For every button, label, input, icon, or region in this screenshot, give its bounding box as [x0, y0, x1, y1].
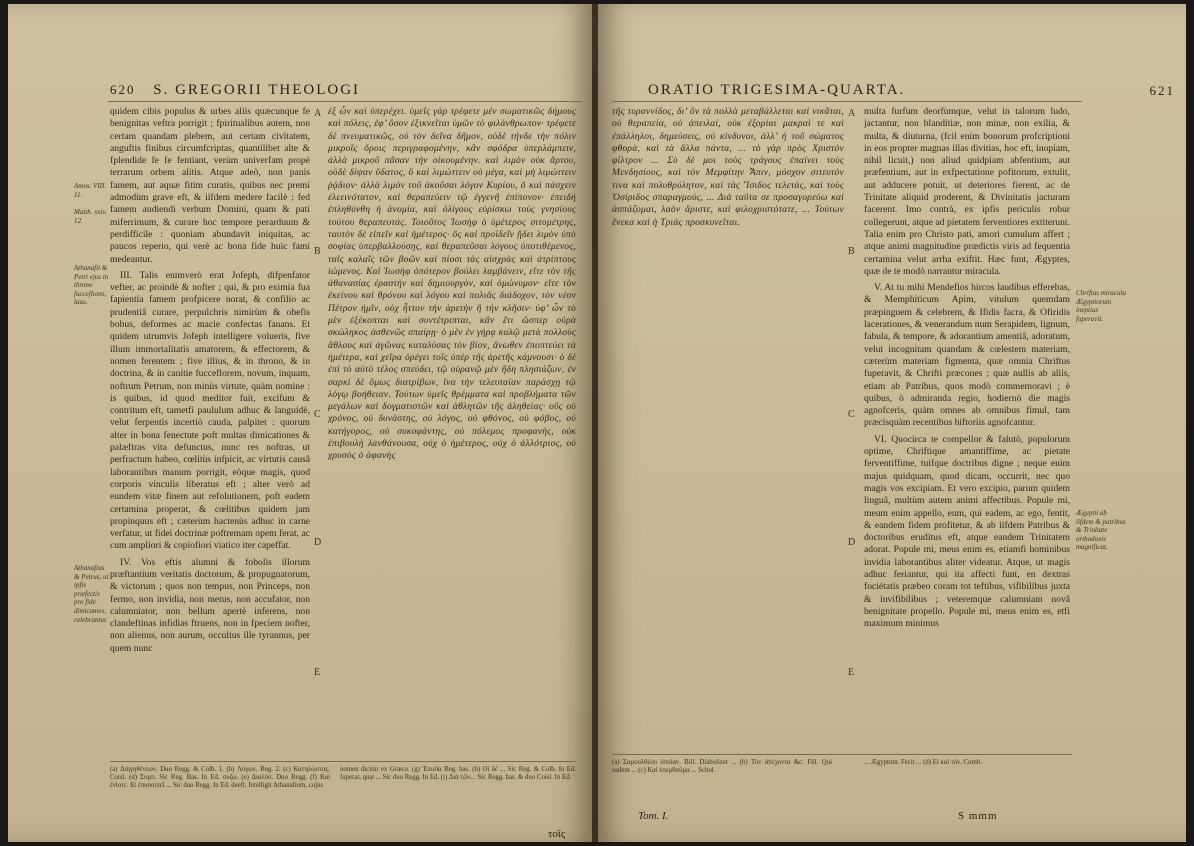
right-head-title: ORATIO TRIGESIMA-QUARTA. — [648, 82, 906, 98]
margin-note-4: Athanafius & Petrus, ut ipfis præfectis pro fide dimicantes, celebrantur. — [74, 564, 109, 624]
right-greek-column — [612, 106, 844, 746]
side-letter-d: D — [314, 537, 322, 548]
right-latin-paragraph-3: VI. Quocirca te compellor & falutò, populorum optime, Chriftique amantiffime, ac pietate ferventiffime, tuifque doctribus digne ; neque enim majus quidquam, quod dicam, occurrit, nec quo magis vos excipiam. Et vero excipio, parum quidem linguâ, multùm autem animi affectibus. Popule mi, meum enim appello, eum, qui eadem, ac ego, fentit, & eandem fidem profitetur, & ab iifdem Patribus & doctoribus eruditus eft, atque eandem Trinitatem adorat. Popule mi, meus enim es, etiamfi hominibus invidia laborantibus aliter videatur. Atque, ut magis adhuc feriantur, qui ita affecti funt, en dextras fociétatis præbeo coram tot teftibus, vifibilibus juxta & invifibilibus ; veteremque calumniam novâ benignitate propello. Popule mi, meus enim es, etfi maximum minimus — [864, 433, 1070, 630]
left-running-head — [110, 82, 360, 99]
right-latin-paragraph-1: multa furfum deorfùmque, velut in talorum ludo, jactantur, non blanditiæ, non minæ, non exilia, & multa, & diuturna, (fcil enim bonorum profcriptioni in eos propter magnas illas divitias, hoc eft, inopiam, nihil licuit,) non aliud quidpiam abfentium, aut præfentium, aut in exfpectatione pofitorum, extulit, aut adducere potuit, ut deteriores fierent, ac de Trinitate aliquid proderent, & Divinitatis jacturam facerent. Imo contrà, ex ipfis periculis robur collegerunt, atque ad pietatem ferventiores extiterunt. Talia enim pro Christo pati, amori cumulum affert ; atque animi magnitudine prædictis viris ad fequentia certamina velut arrha exiftit. Hæc funt, Ægyptes, quæ de te modò narrantur miracula. — [864, 106, 1070, 277]
left-page-number: 620 — [110, 82, 136, 97]
right-side-letter-e: E — [848, 667, 855, 678]
tome-label: Tom. I. — [638, 810, 669, 822]
left-footnotes-b: nomen dicitur ex Græco. (g) Ἐπισῖα Reg. bas. (h) Οἱ δὲ ... Sic Reg. & Colb. In Ed. fuperat, quæ ... Sic duo Regg. In Ed. (i) Διὰ τῶν... Sic Regg. bas. & duo Coisl. In Ed. — [340, 766, 576, 782]
head-rule-right — [612, 101, 1082, 102]
right-page-number: 621 — [1149, 83, 1175, 98]
right-latin-paragraph-2: V. At tu mihi Mendefios hircos laudibus efferebas, & Memphiticum Apim, vitulum quemdam præpinguem & celebrem, & Ifidis facra, & Ofiridis lacerationes, & venerandum num Serapidem, lignum, fabula, & tempore, & adorantium amentiâ, adoratum, velut incognitam quandam & cœlestem materiam, cæterùm materiam figmenta, quæ omnia Chriftus fuperavit, & Chrifti præcones ; quæ nullis ab aliis, etiam ab Patribus, quos modò commemoravi ; è quibus, ò admiranda regio, hodiernò die magis agnofceris, quàm omnes ab omnibus fimul, tam præcisquàm recentibus hiftoriis agnofcantur. — [864, 282, 1070, 429]
right-running-head — [636, 82, 1181, 99]
left-greek-column — [328, 106, 576, 756]
right-latin-column — [864, 106, 1070, 746]
footnote-rule-right — [612, 754, 1072, 755]
latin-paragraph-3: IV. Vos eftis alumni & fobolis illorum præftantium veritatis doctorum, & propugnatorum, & victorum ; quos non tempus, non Princeps, non fermo, non invidia, non metus, non accufator, non calumniator, non bellum apertè inferens, non clandeftinas infidias ftruens, non in fpeciem nofter, non alienus, non aurum, occultus ille tyrannus, per quem nunc — [110, 556, 310, 654]
right-footnotes-b: ... Ægyptum. Fecit ... (d) Ei καὶ τὸν. Comb. — [864, 759, 982, 766]
left-head-title: S. GREGORII THEOLOGI — [153, 82, 361, 98]
footnote-rule — [110, 761, 576, 762]
margin-note-3: Athanafii & Petri ejus in throno fucceflions, laus. — [74, 264, 109, 307]
latin-paragraph-1: quidem cibis populus & urbes aliis quæcunque fe benignitas veftra porrigit ; fpiritualibus autem, non certam quandam plebem, aut certam civitatem, anguftis finibus circumfcriptas, quantilibet alte & fplendide fe fe fentiant, verùm univerfam propè terrarum orbem alitis. Atque adeò, non panis famem, aut aquæ fitim curatis, quibus nec premi admodùm grave eft, & iifdem medere facilè ; fed famem audiendi verbum Domini, quam & pati miferrimum, & curare hoc tempore perarduum & perdifficile : quoniam abundavit iniquitas, ac paucos reperio, qui verè ac bona fide huic fami medeantur. — [110, 106, 310, 265]
left-latin-column — [110, 106, 310, 756]
right-margin-note-2: Ægyptii ab iifdem & patribus & Trinitate orthodoxis magnificat. — [1076, 509, 1126, 552]
greek-text: ἐξ ὧν καὶ ὑπερέχει. ὑμεῖς γὰρ τρέφετε μὲν σωματικῶς δήμους καὶ πόλεις, ἐφ’ ὅσον ἐξικνεῖται ὑμῶν τὸ φιλάνθρωπον· τρέφετε δὲ πνευματικῶς, οὐ τὸν δεῖνα δῆμον, οὐδὲ τήνδε τὴν πόλιν μικροῖς ὅροις περιγραφομένην, κἂν σφόδρα ὑπερλάμπειν, ἀλλὰ μικροῦ πᾶσαν τὴν οἰκουμένην. καὶ λιμὸν οὐκ ἄρτου, οὐδὲ δίψαν ὕδατος, ὃ καὶ λιμώττειν οὐ μέγα, καὶ μὴ λιμώττειν ῥᾴδιον· ἀλλὰ λιμὸν τοῦ ἀκοῦσαι λόγον Κυρίου, ὃ καὶ πάσχειν ἐλεεινότατον, καὶ θεραπεύειν τῷ ἐγγενῆ ἐπίπονον· ἐπειδὴ ἐπληθύνθη ἡ ἀνομία, καὶ ὀλίγους εὑρίσκω τοὺς γνησίους τούτου θεραπευτάς. Τοιοῦτος Ἰωσὴφ ὁ ὑμέτερος σιτομέτρης, ταυτὸν δὲ εἰπεῖν καὶ ἡμέτερος· ὃς καὶ προϊδεῖν ᾔδει λιμὸν ὑπὸ σοφίας ὑπερβαλλούσης, καὶ θεραπεῦσαι λόγους ὑποτιθέμενος, ταῖς καλαῖς τῶν βοῶν καὶ πίοσι τὰς αἰσχρὰς καὶ ἀτρίπτους ἰώμενος. Καὶ Ἰωσὴφ ὁπότερον βούλει λαμβάνειν, εἴτε τὸν τῆς ἀθανασίας ἐραστὴν καὶ δημιουργὸν, καὶ ὁμώνυμον· εἴτε τὸν ἐκείνου καὶ θρόνου καὶ λόγου καὶ πολιᾶς διάδοχον, τὸν νέον Πέτρον ἡμῖν, οὐχ ἧττον τὴν ἀρετὴν ἢ τὴν κλῆσιν· ὑφ’ ὧν τὸ μὲν ἐξέκοπται καὶ συντέτριπται, κἂν ἔτι ὥσπερ οὐρὰ σκώληκος ἀσθενῶς σπαίρῃ· ὁ μὲν ἐν γήρᾳ καλῷ μετὰ πολλοὺς ἄθλους καὶ ἀγῶνας καταλύσας τὸν βίον, ἄνωθεν ἐποπτεύει τὰ ἡμέτερα, καὶ χεῖρα ὀρέγει τοῖς ὑπὲρ τῆς ἀρετῆς κάμνουσι· ὁ δὲ ἐπὶ τὸ αὐτὸ τέλος σπεύδει, τῷ οὐρανῷ μὲν ἤδη πλησιάζων, ἐν σαρκὶ δὲ ὅμως διατρίβων, ἵνα τὴν τελευταίαν παράσχῃ τῷ λόγῳ βοήθειαν. Τούτων ὑμεῖς θρέμματα καὶ προβλήματα τῶν μεγάλων καὶ δογματιστῶν καὶ ἀθλητῶν τῆς ἀληθείας· οὓς οὐ χρόνος, οὐ δυνάστης, οὐ λόγος, οὐ φθόνος, οὐ φόβος, οὐ κατήγορος, οὐ συκοφάντης, οὐ πόλεμος προφανὴς, οὐκ ἐπιβουλὴ λανθάνουσα, οὐχ ὁ ἡμέτερος, οὐχ ὁ ἀλλότριος, οὐ χρυσὸς ὁ ἀφανὴς — [328, 106, 576, 462]
side-letter-c: C — [314, 409, 321, 420]
left-page — [8, 4, 593, 842]
book-spread — [8, 4, 1186, 842]
right-page — [598, 4, 1186, 842]
right-side-letter-c: C — [848, 409, 855, 420]
side-letter-a: A — [314, 108, 322, 119]
margin-note-2: Matth. xxiv. 12. — [74, 208, 107, 225]
latin-paragraph-2: III. Talis enimverò erat Jofeph, difpenfator vefter, ac proindè & nofter ; qui, & pro eximia fua fapientia famem profpicere norat, & confilio ac prudentiâ curare, perpulchris nimirùm & obefis bobus, deformes ac macie confectas fanans. Et quidem utrumvis Jofeph intelligere volueris, five illum immortalitatis amatorem, & effectorem, & nomen ferentem ; five illius, & in throno, & in doctrina, & in canitie fucceflorem, novum, inquam, noftrum Petrum, non minùs virtute, quàm nomine : is quibus, id quod meditor fuit, excifum & contritum eft, tametfi paululum adhuc & languidè, velut ferpentis incertiò cauda, palpitet : quorum alter in bona fenectute poft multas dimicationes & palæftras vita defunctus, nunc res noftras, ut perfractum habeo, cœlitùs infpicit, ac virtutis causâ laborantibus manum porrigit, eòque magis, quod corporis vinculis liberatus eft ; alter verò ad eundem vitæ finem aut refolutionem, poft eadem certamina properat, & cœlitibus quidem jam propinquus eft ; cæterùm hactenùs adhuc in carne verfatur, ut fidei doctrinæ poftremam opem ferat, ac cum ampliori & copiofiori viatico iter capeffat. — [110, 269, 310, 552]
margin-note-1: Amos. VIII. 11. — [74, 182, 107, 199]
head-rule — [108, 101, 582, 102]
right-side-letter-b: B — [848, 246, 855, 257]
right-side-letter-a: A — [848, 108, 856, 119]
catchword: τοῖς — [548, 828, 566, 840]
side-letter-e: E — [314, 667, 321, 678]
right-footnotes-a: (a) Σαμουλθέου ὑποίαν. Bill. Diabolizet ... (b) Τὸν ἀπέχοντα &c. Fill. Qui eadem ... (c) Καὶ ὑπερθαύμα ... Schol. — [612, 759, 832, 775]
left-footnotes-a: (a) Διηγηθέντων. Duo Regg. & Colb. 1. (b) Λόγων. Reg. 2. (c) Κατηλώστας. Coisl. (d) Συμπ. Sic Reg. Bas. In Ed. συζω. (e) Διαλύσ. Duo Regg. (f) Καὶ ἐνίοτε. Et ἐπισκοπεῖ ... Sic duo Regg. In Ed. deeft, Intelligit Athanafium, cujus — [110, 766, 330, 790]
right-margin-note-1: Chriftus miracula Ægyptiorum ineptias fuperavit. — [1076, 289, 1126, 323]
greek-text-right: τῆς τυραννίδος, δι’ ὃν τὰ πολλὰ μεταβάλλεται καὶ νικᾶται, οὐ θεραπεία, οὐ ἀπειλαί, οὐκ ἐξορίαι μακραὶ τε καὶ ἐπάλληλοι, δημεύσεις, οὐ κίνδυνοι, ἀλλ’ ἡ τοῦ σώματος φθορὰ, καὶ τὰ ἄλλα πάντα, ... τὸ γὰρ πρὸς Χριστὸν φίλτρον ... Σὺ δέ μοι τοὺς τράγους ἐπαίνει τοὺς Μενδησίους, καὶ τὸν Μεμφίτην Ἆπιν, μόσχον σιτευτὸν τινα καὶ πολυθρύλητον, καὶ τὰς Ἴσιδος τελετὰς, καὶ τοὺς Ὀσίριδος σπαραγμούς, ... Διὰ ταῦτα σε προσαγορεύω καὶ ἀσπάζομαι, λαὸν ἄριστε, καὶ φιλοχριστότατε, ... Τούτων ἕνεκα καὶ ἡ Τριὰς προσκυνεῖται. — [612, 106, 844, 228]
signature-mark: S mmm — [958, 810, 998, 822]
right-side-letter-d: D — [848, 537, 856, 548]
side-letter-b: B — [314, 246, 321, 257]
